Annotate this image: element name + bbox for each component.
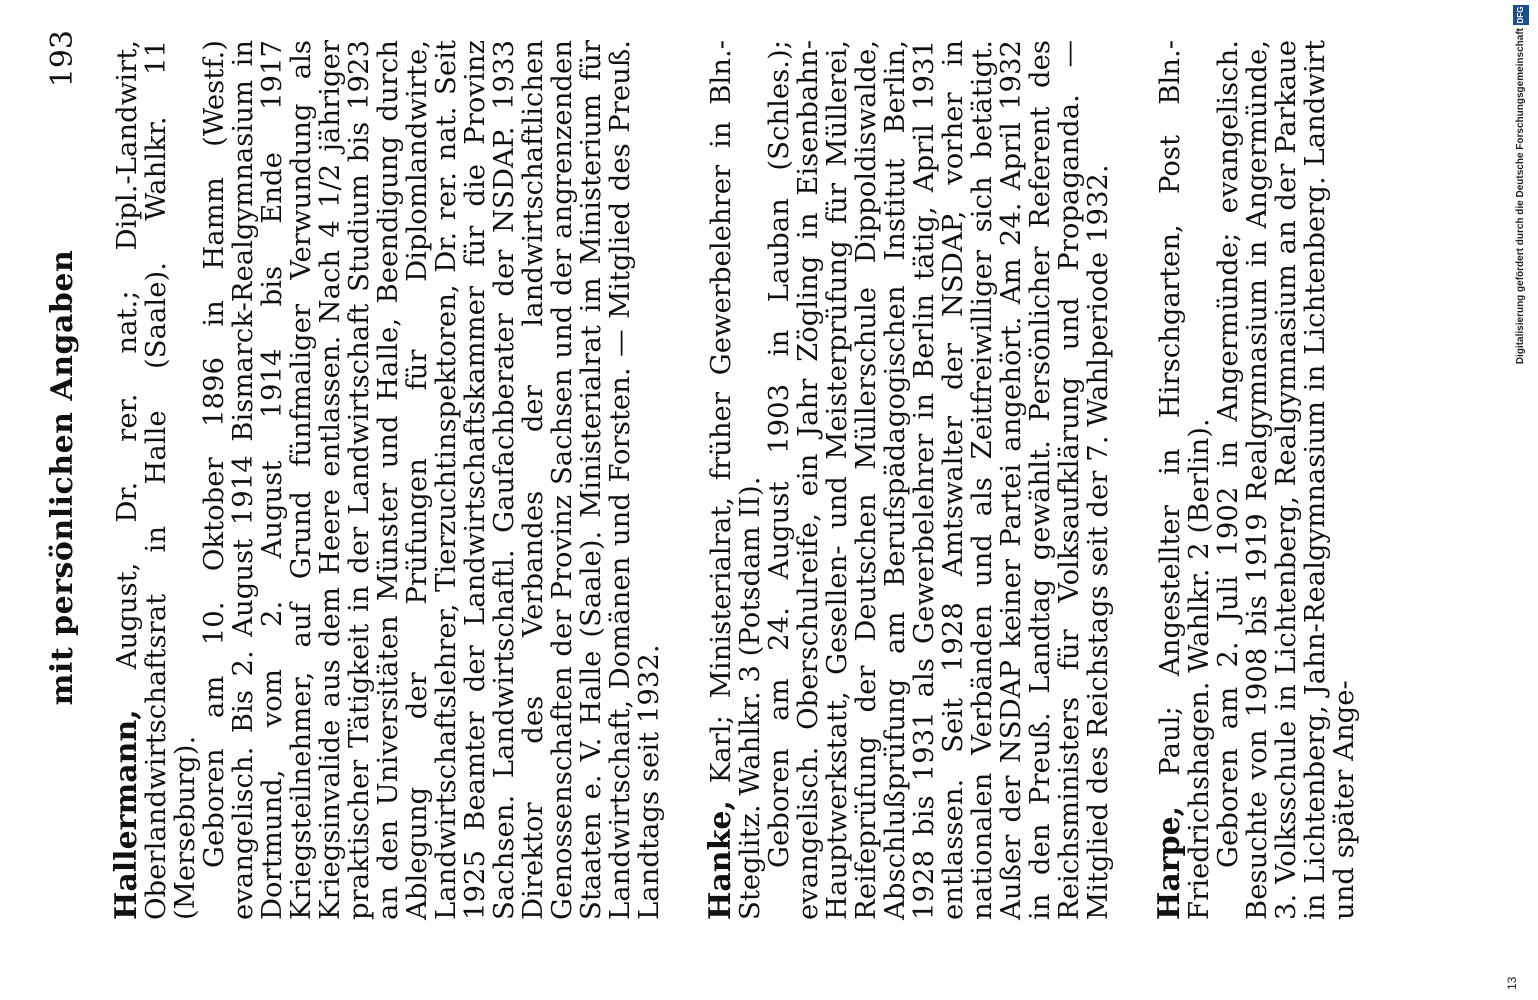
running-title: mit persönlichen Angaben xyxy=(45,249,80,706)
entry-intro: Karl; Ministerialrat, früher Gewerbelehrer in Bln.-Steglitz. Wahlkr. 3 (Potsdam II). xyxy=(705,40,766,920)
entry-body: Geboren am 24. August 1903 in Lauban (Schles.); evangelisch. Oberschulreife, ein Jahr Zögling in Eisenbahn-Hauptwerkstatt, Gesellen- und Meisterprüfung für Müllerei, Reifeprüfung der Deutschen Müllerschule Dippoldiswalde, Abschlußprüfung am Berufspädagogischen Institut Berlin, 1928 bis 1931 als Gewerbelehrer in Berlin tätig, April 1931 entlassen. Seit 1928 Amtswalter der NSDAP, vorher in nationalen Verbänden und als Zeitfreiwilliger sich betätigt. Außer der NSDAP keiner Partei angehört. Am 24. April 1932 in den Preuß. Landtag gewählt. Persönlicher Referent des Reichsministers für Volksaufklärung und Propaganda. — Mitglied des Reichstags seit der 7. Wahlperiode 1932. xyxy=(763,40,1114,920)
entry-heading xyxy=(109,40,201,920)
biography-entries xyxy=(109,40,1360,920)
entry-heading xyxy=(1152,40,1215,920)
digitization-strip xyxy=(1505,0,1538,1000)
digitization-note: Digitalisierung gefördert durch die Deutsche Forschungsgemeinschaft xyxy=(1515,28,1526,365)
entry-heading xyxy=(703,40,766,920)
biography-entry-harpe xyxy=(1152,40,1360,920)
entry-name: Hallermann, xyxy=(109,709,144,920)
entry-body: Geboren am 2. Juli 1902 in Angermünde; evangelisch. Besuchte von 1908 bis 1919 Realgymnasium in Angermünde, 3. Volksschule in Lichtenberg, Realgymnasium an der Parkaue in Lichtenberg, Jahn-Realgymnasium in Lichtenberg. Landwirt und später Ange- xyxy=(1212,40,1360,920)
biography-entry-hanke xyxy=(703,40,1114,920)
entry-name: Hanke, xyxy=(703,800,738,920)
entry-body: Geboren am 10. Oktober 1896 in Hamm (Westf.) evangelisch. Bis 2. August 1914 Bismarck-Realgymnasium in Dortmund, vom 2. August 1914 bis Ende 1917 Kriegsteilnehmer, auf Grund fünfmaliger Verwundung als Kriegsinvalide aus dem Heere entlassen. Nach 4 1/2 jähriger praktischer Tätigkeit in der Landwirtschaft Studium bis 1923 an den Universitäten Münster und Halle, Beendigung durch Ablegung der Prüfungen für Diplomlandwirte, Landwirtschaftslehrer, Tierzuchtinspektoren, Dr. rer. nat. Seit 1925 Beamter der Landwirtschaftskammer für die Provinz Sachsen. Landwirtschaftl. Gaufachberater der NSDAP. 1933 Direktor des Verbandes der landwirtschaftlichen Genossenschaften der Provinz Sachsen und der angrenzenden Staaten e. V. Halle (Saale). Ministerialrat im Ministerium für Landwirtschaft, Domänen und Forsten. — Mitglied des Preuß. Landtags seit 1932. xyxy=(198,40,665,920)
entry-intro: Paul; Angestellter in Hirschgarten, Post Bln.-Friedrichshagen. Wahlkr. 2 (Berlin). xyxy=(1154,40,1215,920)
entry-intro: August, Dr. rer. nat.; Dipl.-Landwirt, Oberlandwirtschaftsrat in Halle (Saale). Wahlkr. 11 (Merseburg). xyxy=(111,40,201,920)
dfg-logo-icon: DFG xyxy=(1513,5,1529,25)
page-number: 193 xyxy=(45,30,80,88)
page-header xyxy=(45,30,95,925)
biography-entry-hallermann xyxy=(109,40,665,920)
sheet-number: 13 xyxy=(1505,976,1519,990)
entry-name: Harpe, xyxy=(1152,805,1187,920)
